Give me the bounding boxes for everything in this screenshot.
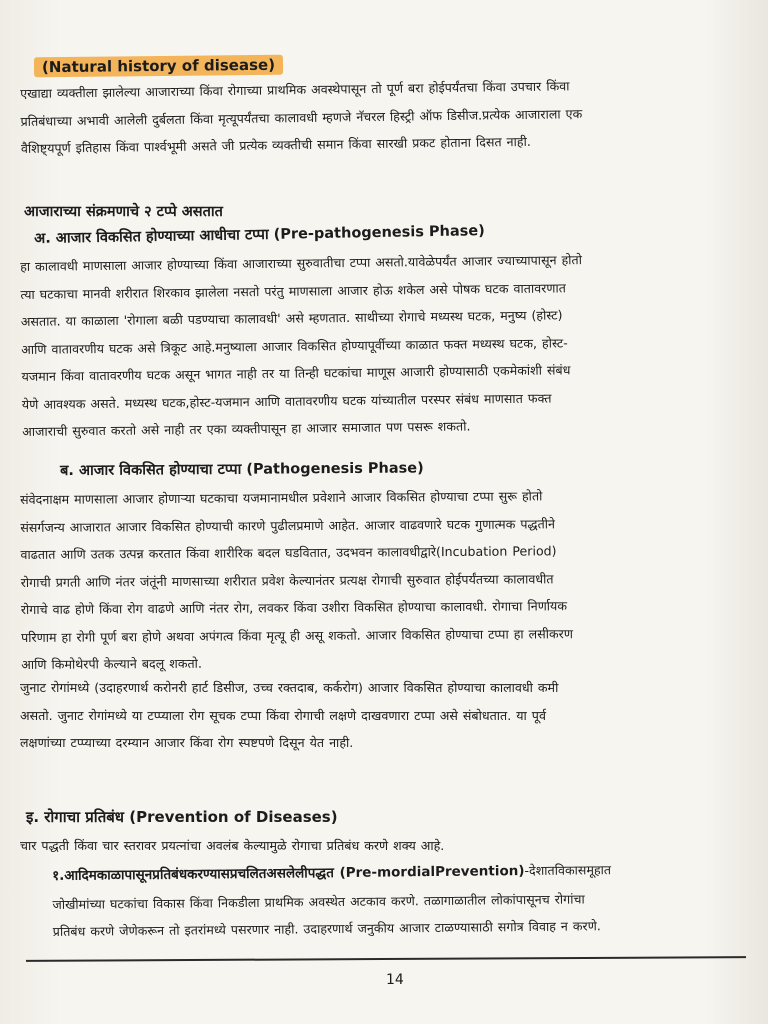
highlighted-title: (Natural history of disease) — [34, 55, 283, 78]
text-line: लक्षणांच्या टप्प्याच्या दरम्यान आजार किंवा रोग स्पष्टपणे दिसून येत नाही. — [20, 735, 354, 750]
text-line: प्रतिबंध करणे जेणेकरून तो इतरांमध्ये पसरणार नाही. उदाहरणार्थ जनुकीय आजार टाळण्यासाठी सगोत्र विवाह न करणे. — [52, 918, 601, 939]
text-line: त्या घटकाचा मानवी शरीरात शिरकाव झालेला नसतो परंतु माणसाला आजार होऊ शकेल असे पोषक घटक वातावरणात — [20, 279, 566, 302]
text-line: एखाद्या व्यक्तीला झालेल्या आजाराच्या किंवा रोगाच्या प्राथमिक अवस्थेपासून तो पूर्ण बरा होईपर्यंतचा किंवा उपचार किंवा — [20, 78, 570, 101]
page-number: 14 — [386, 972, 404, 988]
item-title: १.आदिमकाळापासूनप्रतिबंधकरण्यासप्रचलितअसलेलीपद्धत (Pre-mordialPrevention) — [52, 863, 525, 884]
text-line: येणे आवश्यक असते. मध्यस्थ घटक,होस्ट-यजमान आणि वातावरणीय घटक यांच्यातील परस्पर संबंध माणसात फक्त — [21, 390, 552, 412]
text-line: परिणाम हा रोगी पूर्ण बरा होणे अथवा अपंगत्व किंवा मृत्यू ही असू शकतो. आजार विकसित होण्याचा टप्पा हा लसीकरण — [21, 625, 573, 645]
text-line: संवेदनाक्षम माणसाला आजार होणाऱ्या घटकाचा यजमानामधील प्रवेशाने आजार विकसित होण्याचा टप्पा सुरू होतो — [20, 488, 543, 507]
chronic-disease-paragraph — [20, 674, 748, 757]
text-line: वाढतात आणि उतक उत्पन्न करतात किंवा शारीरिक बदल घडवितात, उदभवन कालावधीद्वारे(Incubation Period) — [20, 543, 557, 562]
text-line: यजमान किंवा वातावरणीय घटक असून भागत नाही तर या तिन्ही घटकांचा माणूस आजारी होण्यासाठी एकमेकांशी संबंध — [21, 362, 571, 384]
text-line: वैशिष्ट्यपूर्ण इतिहास किंवा पार्श्वभूमी असते जी प्रत्येक व्यक्तीची समान किंवा सारखी प्रकट होताना दिसत नाही. — [20, 133, 531, 156]
text-line: जोखीमांच्या घटकांचा विकास किंवा निकडीला प्राथमिक अवस्थेत अटकाव करणे. तळागाळातील लोकांपासूनच रोगांचा — [52, 890, 585, 912]
text-line: असतो. जुनाट रोगांमध्ये या टप्प्याला रोग सूचक टप्पा किंवा रोगाची लक्षणे दाखवणारा टप्पा असे संबोधतात. या पूर्व — [20, 707, 546, 723]
phase-a-paragraph — [20, 244, 750, 445]
text-line: चार पद्धती किंवा चार स्तरावर प्रयत्नांचा अवलंब केल्यामुळे रोगाचा प्रतिबंध करणे शक्य आहे. — [20, 838, 445, 853]
footer-divider — [26, 956, 746, 962]
text-line: असतात. या काळाला 'रोगाला बळी पडण्याचा कालावधी' असे म्हणतात. साथीच्या रोगाचे मध्यस्थ घटक, मनुष्य (होस्ट) — [20, 307, 563, 329]
text-line: आजाराची सुरुवात करतो असे नाही तर एका व्यक्तीपासून हा आजार समाजात पण पसरू शकतो. — [22, 418, 471, 439]
text-line: आणि किमोथेरपी केल्याने बदलू शकतो. — [21, 655, 202, 672]
item-text: -देशातविकासमूहात — [524, 862, 612, 879]
section-heading: आजाराच्या संक्रमणाचे २ टप्पे असतात — [24, 204, 223, 220]
text-line: रोगाची प्रगती आणि नंतर जंतूंनी माणसाच्या शरीरात प्रवेश केल्यानंतर प्रत्यक्ष रोगाची सुरुवात होईपर्यंतच्या कालावधीत — [20, 570, 554, 590]
text-line: हा कालावधी माणसाला आजार होण्याच्या किंवा आजाराच्या सुरुवातीचा टप्पा असतो.यावेळेपर्यंत आजार ज्याच्यापासून होतो — [20, 252, 583, 274]
text-line: प्रतिबंधाच्या अभावी आलेली दुर्बलता किंवा मृत्यूपर्यंतचा कालावधी म्हणजे नॅचरल हिस्ट्री ऑफ डिसीज.प्रत्येक आजाराला एक — [20, 105, 583, 129]
phase-a-heading: अ. आजार विकसित होण्याच्या आधीचा टप्पा (Pre-pathogenesis Phase) — [34, 223, 485, 247]
intro-paragraph — [20, 70, 749, 163]
text-line: जुनाट रोगांमध्ये (उदाहरणार्थ करोनरी हार्ट डिसीज, उच्च रक्तदाब, कर्करोग) आजार विकसित होण्याचा कालावधी कमी — [20, 680, 559, 695]
phase-b-paragraph — [20, 481, 749, 679]
text-line: आणि वातावरणीय घटक असे त्रिकूट आहे.मनुष्याला आजार विकसित होण्यापूर्वीच्या काळात फक्त मध्यस्थ घटक, होस्ट- — [21, 334, 568, 357]
phase-b-heading: ब. आजार विकसित होण्याचा टप्पा (Pathogenesis Phase) — [60, 460, 424, 479]
text-line: संसर्गजन्य आजारात आजार विकसित होण्याची कारणे पुढीलप्रमाणे आहेत. आजार वाढवणारे घटक गुणात्मक पद्धतीने — [20, 515, 556, 535]
text-line: रोगाचे वाढ होणे किंवा रोग वाढणे आणि नंतर रोग, लवकर किंवा उशीरा विकसित होण्याचा कालावधी. रोगाचा निर्णायक — [20, 598, 568, 617]
prevention-heading: इ. रोगाचा प्रतिबंध (Prevention of Diseases) — [26, 808, 338, 826]
primordial-prevention-item — [52, 855, 749, 946]
